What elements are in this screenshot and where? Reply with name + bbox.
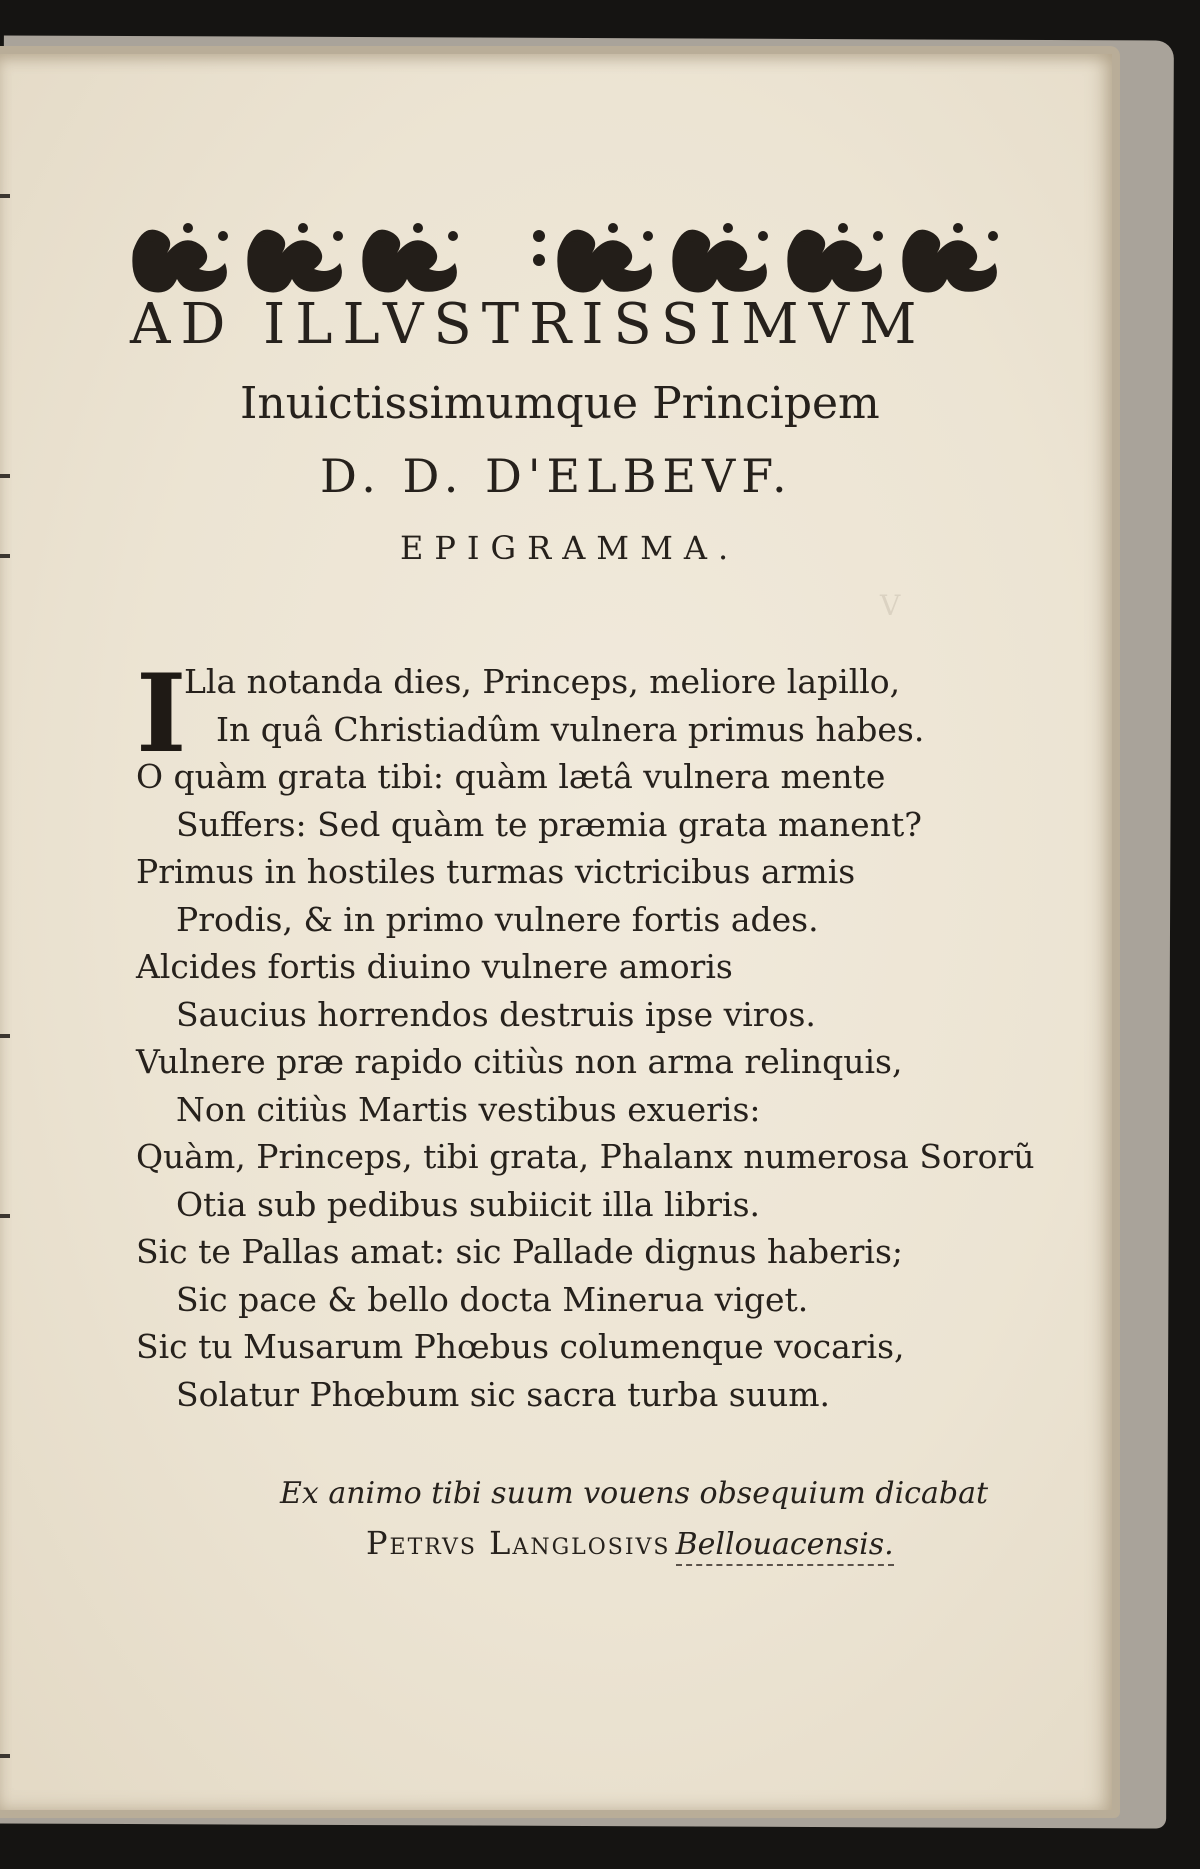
poem-line: Otia sub pedibus subiicit illa libris. bbox=[176, 1184, 760, 1224]
poem-line: Alcides fortis diuino vulnere amoris bbox=[136, 947, 733, 986]
heading-line-1: AD ILLVSTRISSIMVM bbox=[130, 292, 927, 357]
poem-line: Saucius horrendos destruis ipse viros. bbox=[176, 994, 816, 1034]
fleuron-icon bbox=[247, 223, 343, 293]
poem-line: Lla notanda dies, Princeps, meliore lapillo, bbox=[184, 662, 901, 701]
show-through-right: V bbox=[880, 589, 901, 622]
poem-line: Sic tu Musarum Phœbus columenque vocaris, bbox=[136, 1327, 905, 1366]
poem-line: Non citiùs Martis vestibus exueris: bbox=[176, 1089, 761, 1129]
poem-line: In quâ Christiadûm vulnera primus habes. bbox=[216, 709, 925, 749]
fleuron-icon bbox=[672, 223, 768, 293]
fleuron-icon bbox=[557, 223, 653, 293]
fleuron-ornament-band bbox=[128, 186, 1008, 296]
poem-line: Sic te Pallas amat: sic Pallade dignus haberis; bbox=[136, 1232, 904, 1271]
heading-line-2: Inuictissimumque Principem bbox=[240, 378, 880, 429]
poem-body bbox=[136, 651, 1036, 1418]
poem-line: Primus in hostiles turmas victricibus armis bbox=[136, 852, 856, 891]
book-page bbox=[0, 54, 1112, 1810]
fleuron-colon-icon bbox=[533, 230, 545, 266]
poem-line: O quàm grata tibi: quàm lætâ vulnera mente bbox=[136, 757, 886, 796]
binding-thread-marks bbox=[0, 54, 10, 1810]
author-signature bbox=[366, 1524, 1066, 1562]
poem-line: Suffers: Sed quàm te præmia grata manent? bbox=[176, 804, 922, 844]
heading-line-3: D. D. D'ELBEVF. bbox=[320, 449, 793, 503]
fleuron-icon bbox=[787, 223, 883, 293]
poem-line: Solatur Phœbum sic sacra turba suum. bbox=[176, 1374, 831, 1414]
poem-line: Vulnere præ rapido citiùs non arma relinquis, bbox=[136, 1042, 903, 1081]
epigram-title: EPIGRAMMA. bbox=[400, 529, 740, 567]
fleuron-icon bbox=[902, 223, 998, 293]
author-origin: Bellouacensis. bbox=[676, 1527, 894, 1566]
author-name: Petrvs Langlosivs bbox=[366, 1524, 671, 1562]
drop-cap-initial: I bbox=[136, 651, 187, 777]
fleuron-icon bbox=[362, 223, 458, 293]
poem-line: Sic pace & bello docta Minerua viget. bbox=[176, 1279, 809, 1319]
poem-line: Quàm, Princeps, tibi grata, Phalanx numerosa Sororũ bbox=[136, 1137, 1035, 1176]
dedication-line: Ex animo tibi suum vouens obsequium dicabat bbox=[280, 1476, 989, 1511]
fleuron-icon bbox=[132, 223, 228, 293]
poem-line: Prodis, & in primo vulnere fortis ades. bbox=[176, 899, 819, 939]
